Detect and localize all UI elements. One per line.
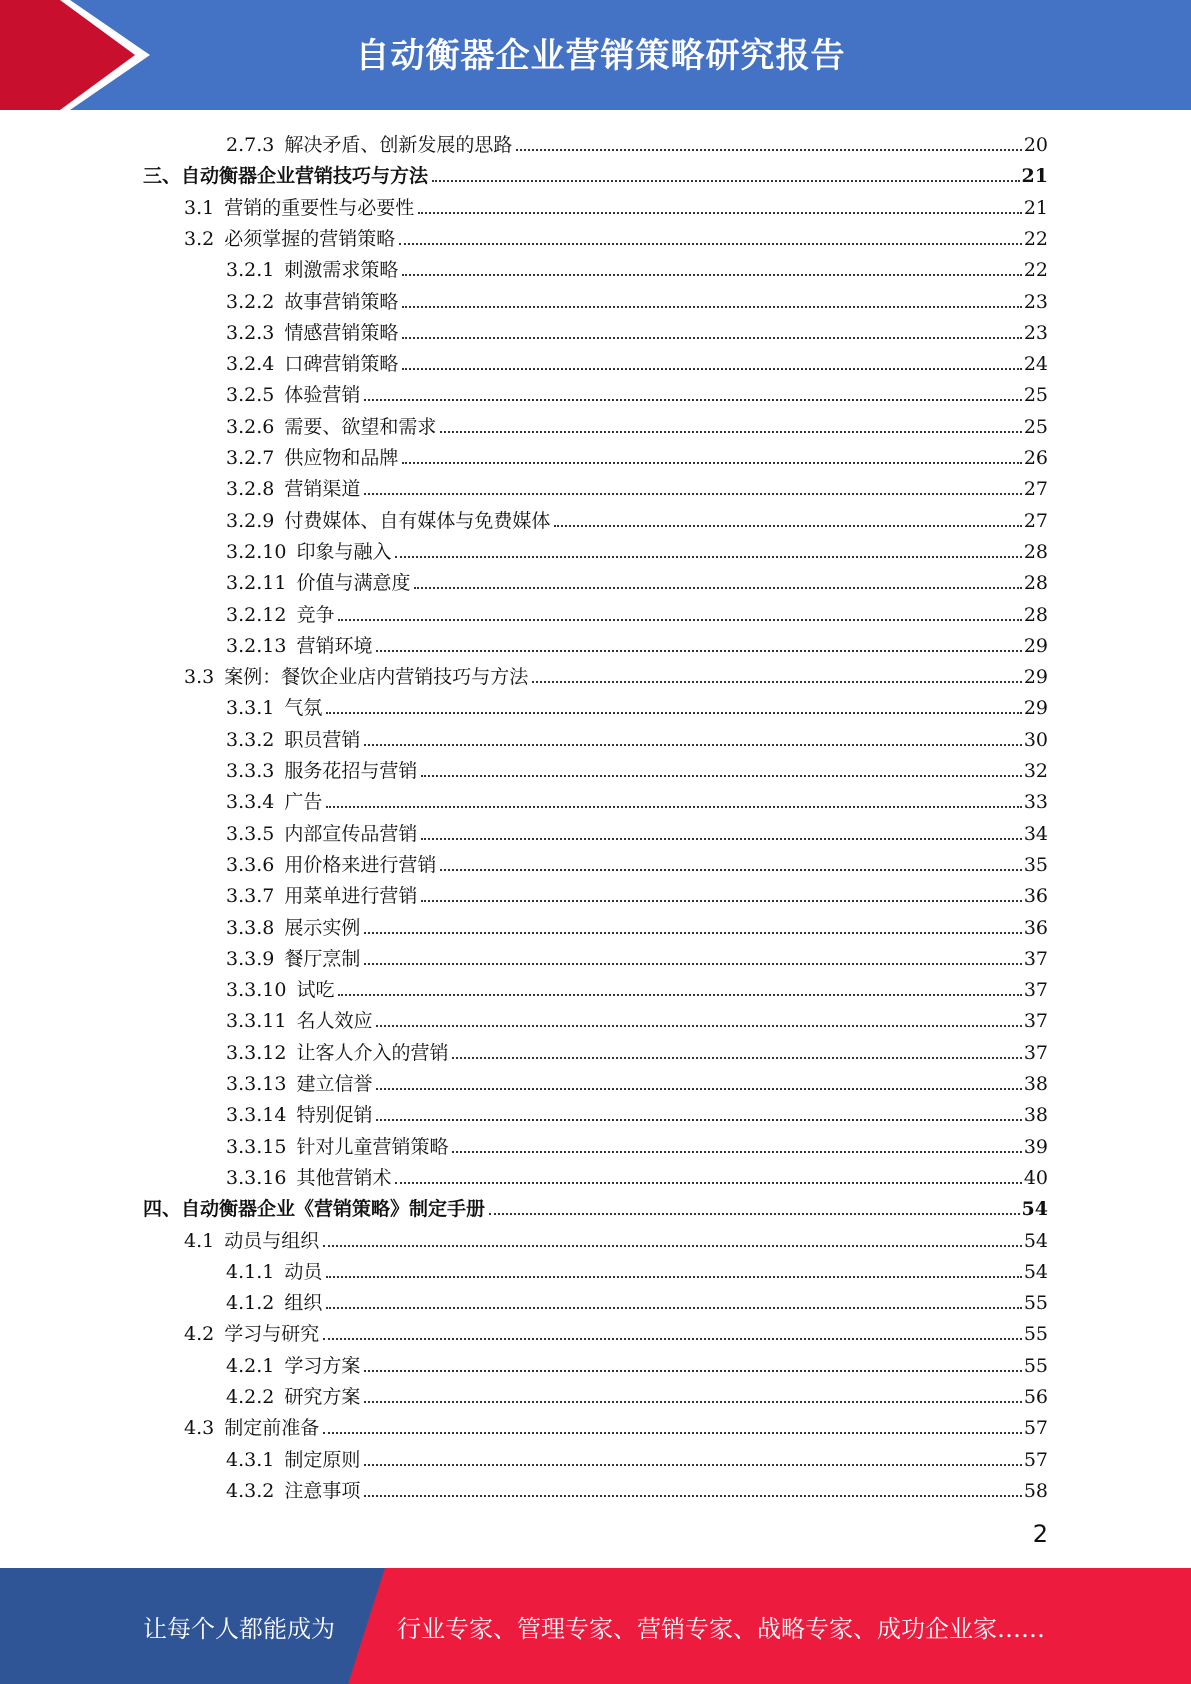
toc-dot-leader: [421, 775, 1021, 777]
toc-dot-leader: [402, 337, 1021, 339]
toc-entry[interactable]: [226, 596, 1048, 627]
toc-entry-title: 必须掌握的营销策略: [224, 227, 396, 250]
toc-entry[interactable]: [184, 658, 1048, 689]
toc-entry-number: 4.1: [184, 1229, 215, 1252]
toc-entry-page: 57: [1023, 1448, 1048, 1471]
toc-entry[interactable]: [226, 502, 1048, 533]
toc-entry-title: 价值与满意度: [296, 572, 411, 595]
toc-entry-number: 4.1.1: [226, 1260, 275, 1283]
toc-entry-page: 22: [1023, 259, 1048, 282]
toc-entry-page: 54: [1021, 1198, 1048, 1221]
toc-entry[interactable]: [226, 1128, 1048, 1159]
toc-dot-leader: [364, 493, 1021, 495]
toc-entry[interactable]: [226, 1472, 1048, 1503]
toc-entry-number: 3.3.5: [226, 822, 275, 845]
toc-entry-title: 需要、欲望和需求: [284, 415, 437, 438]
toc-entry[interactable]: [226, 1159, 1048, 1190]
toc-entry-number: 3.2.6: [226, 415, 275, 438]
toc-entry-number: 3.2.9: [226, 509, 275, 532]
toc-entry-title: 自动衡器企业《营销策略》制定手册: [181, 1198, 486, 1221]
toc-dot-leader: [364, 1495, 1021, 1497]
toc-entry[interactable]: [184, 1222, 1048, 1253]
toc-entry[interactable]: [226, 345, 1048, 376]
toc-entry-title: 学习方案: [284, 1354, 361, 1377]
toc-entry[interactable]: [226, 909, 1048, 940]
toc-entry-page: 23: [1023, 290, 1048, 313]
toc-entry-title: 气氛: [284, 697, 323, 720]
toc-entry-number: 4.2.1: [226, 1354, 275, 1377]
toc-entry-number: 3.3.4: [226, 791, 275, 814]
toc-entry-number: 3.2.3: [226, 321, 275, 344]
toc-dot-leader: [376, 1025, 1021, 1027]
toc-entry-page: 28: [1023, 572, 1048, 595]
toc-entry-page: 37: [1023, 1010, 1048, 1033]
toc-entry-page: 20: [1023, 134, 1048, 156]
toc-entry-title: 用价格来进行营销: [284, 853, 437, 876]
toc-entry[interactable]: [226, 815, 1048, 846]
toc-dot-leader: [402, 274, 1021, 276]
toc-entry-page: 34: [1023, 822, 1048, 845]
toc-entry-number: 3.3.15: [226, 1135, 287, 1158]
toc-entry-page: 37: [1023, 1041, 1048, 1064]
toc-dot-leader: [402, 306, 1021, 308]
toc-entry-title: 动员与组织: [224, 1229, 320, 1252]
toc-entry-title: 营销渠道: [284, 478, 361, 501]
toc-entry-page: 26: [1023, 447, 1048, 469]
toc-entry-title: 名人效应: [296, 1010, 373, 1033]
toc-entry[interactable]: [226, 376, 1048, 407]
toc-dot-leader: [338, 619, 1021, 621]
toc-dot-leader: [421, 838, 1021, 840]
toc-entry-page: 54: [1023, 1229, 1048, 1252]
toc-entry[interactable]: [226, 564, 1048, 595]
toc-entry[interactable]: [226, 283, 1048, 314]
toc-entry-title: 口碑营销策略: [284, 353, 399, 376]
toc-entry-title: 研究方案: [284, 1386, 361, 1408]
toc-entry-page: 56: [1023, 1386, 1048, 1408]
toc-entry-number: 3.3.14: [226, 1104, 287, 1127]
toc-entry-title: 制定前准备: [224, 1417, 320, 1440]
toc-dot-leader: [395, 1182, 1021, 1184]
toc-entry[interactable]: [184, 189, 1048, 220]
toc-entry[interactable]: [226, 689, 1048, 720]
toc-entry-page: 21: [1023, 196, 1048, 219]
toc-entry-title: 其他营销术: [296, 1166, 392, 1189]
toc-entry-title: 营销的重要性与必要性: [224, 196, 415, 219]
toc-entry-title: 用菜单进行营销: [284, 885, 418, 908]
footer-slogan-right: 行业专家、管理专家、营销专家、战略专家、成功企业家……: [397, 1615, 1045, 1643]
toc-entry[interactable]: [143, 1190, 1048, 1221]
toc-entry-page: 30: [1023, 728, 1048, 751]
toc-entry-page: 25: [1023, 384, 1048, 407]
header-band: [0, 0, 1191, 110]
toc-entry-title: 竞争: [296, 603, 335, 626]
toc-entry-title: 让客人介入的营销: [296, 1041, 449, 1064]
toc-entry-title: 刺激需求策略: [284, 259, 399, 282]
toc-entry-number: 3.2.5: [226, 384, 275, 407]
toc-dot-leader: [323, 1245, 1022, 1247]
toc-entry-number: 2.7.3: [226, 134, 275, 156]
toc-entry[interactable]: [226, 1096, 1048, 1127]
toc-entry-title: 注意事项: [284, 1479, 361, 1502]
toc-entry-number: 3.3: [184, 666, 215, 689]
toc-entry-title: 解决矛盾、创新发展的思路: [284, 134, 513, 156]
toc-entry-number: 四、: [143, 1198, 182, 1221]
toc-entry[interactable]: [184, 1315, 1048, 1346]
toc-dot-leader: [364, 399, 1021, 401]
toc-dot-leader: [326, 1307, 1021, 1309]
toc-entry[interactable]: [226, 877, 1048, 908]
toc-entry-title: 内部宣传品营销: [284, 822, 418, 845]
toc-entry-number: 3.2.10: [226, 540, 287, 563]
toc-dot-leader: [532, 681, 1022, 683]
toc-dot-leader: [376, 1088, 1021, 1090]
toc-entry-number: 3.3.2: [226, 728, 275, 751]
toc-dot-leader: [516, 149, 1021, 151]
toc-entry-page: 35: [1023, 853, 1048, 876]
toc-entry-page: 55: [1023, 1323, 1048, 1346]
toc-dot-leader: [452, 1057, 1021, 1059]
toc-entry-title: 服务花招与营销: [284, 760, 418, 782]
toc-entry[interactable]: [226, 439, 1048, 470]
toc-entry-number: 3.3.10: [226, 979, 287, 1002]
toc-dot-leader: [364, 932, 1021, 934]
toc-entry-title: 案例：餐饮企业店内营销技巧与方法: [224, 666, 529, 689]
toc-dot-leader: [364, 744, 1021, 746]
toc-dot-leader: [338, 994, 1021, 996]
toc-entry-title: 供应物和品牌: [284, 447, 399, 469]
toc-entry-number: 4.3.1: [226, 1448, 275, 1471]
toc-entry-title: 针对儿童营销策略: [296, 1135, 449, 1158]
toc-entry[interactable]: [226, 971, 1048, 1002]
toc-entry-number: 3.2.1: [226, 259, 275, 282]
toc-entry[interactable]: [226, 314, 1048, 345]
toc-dot-leader: [326, 1276, 1021, 1278]
toc-entry-title: 动员: [284, 1260, 323, 1283]
toc-dot-leader: [402, 368, 1021, 370]
toc-dot-leader: [323, 1338, 1022, 1340]
toc-entry[interactable]: [226, 1002, 1048, 1033]
toc-dot-leader: [364, 1370, 1021, 1372]
toc-dot-leader: [376, 650, 1021, 652]
toc-entry[interactable]: [226, 408, 1048, 439]
toc-dot-leader: [323, 1432, 1022, 1434]
toc-entry-page: 57: [1023, 1417, 1048, 1440]
toc-dot-leader: [326, 806, 1021, 808]
toc-entry[interactable]: [226, 533, 1048, 564]
toc-entry[interactable]: [226, 752, 1048, 783]
toc-entry[interactable]: [226, 126, 1048, 157]
toc-entry-number: 3.3.3: [226, 760, 275, 782]
toc-entry-page: 38: [1023, 1073, 1048, 1095]
toc-entry-number: 3.2.13: [226, 634, 287, 657]
toc-dot-leader: [364, 963, 1021, 965]
toc-entry-title: 组织: [284, 1292, 323, 1315]
toc-entry-title: 职员营销: [284, 728, 361, 751]
toc-entry-title: 体验营销: [284, 384, 361, 407]
toc-entry-title: 建立信誉: [296, 1073, 373, 1095]
toc-entry-number: 3.3.13: [226, 1073, 287, 1095]
toc-entry-title: 自动衡器企业营销技巧与方法: [181, 165, 429, 188]
toc-entry[interactable]: [226, 1284, 1048, 1315]
toc-entry-number: 3.3.11: [226, 1010, 287, 1033]
toc-entry[interactable]: [226, 1441, 1048, 1472]
toc-entry[interactable]: [184, 220, 1048, 251]
toc-dot-leader: [421, 900, 1021, 902]
toc-entry-number: 3.3.16: [226, 1166, 287, 1189]
toc-entry-title: 印象与融入: [296, 540, 392, 563]
toc-entry-number: 三、: [143, 165, 182, 188]
toc-entry-number: 3.1: [184, 196, 215, 219]
toc-entry-page: 58: [1023, 1479, 1048, 1502]
toc-entry-number: 3.3.12: [226, 1041, 287, 1064]
footer-band: [0, 1568, 1191, 1684]
toc-entry-title: 故事营销策略: [284, 290, 399, 313]
toc-entry[interactable]: [226, 1065, 1048, 1096]
toc-entry-page: 29: [1023, 666, 1048, 689]
toc-dot-leader: [376, 1119, 1021, 1121]
toc-entry-page: 29: [1023, 634, 1048, 657]
toc-entry[interactable]: [226, 940, 1048, 971]
toc-dot-leader: [452, 1151, 1021, 1153]
toc-entry[interactable]: [226, 846, 1048, 877]
toc-entry-number: 3.2.11: [226, 572, 287, 595]
toc-dot-leader: [399, 243, 1022, 245]
toc-entry-title: 制定原则: [284, 1448, 361, 1471]
report-title: 自动衡器企业营销策略研究报告: [355, 36, 846, 76]
toc-entry-number: 3.2.12: [226, 603, 287, 626]
toc-dot-leader: [326, 712, 1021, 714]
toc-entry[interactable]: [143, 157, 1048, 188]
toc-dot-leader: [364, 1401, 1021, 1403]
toc-entry-page: 24: [1023, 353, 1048, 376]
toc-entry-page: 25: [1023, 415, 1048, 438]
page-number: 2: [1032, 1520, 1048, 1548]
toc-entry-number: 3.2.8: [226, 478, 275, 501]
toc-entry-number: 4.1.2: [226, 1292, 275, 1315]
toc-entry-number: 3.3.1: [226, 697, 275, 720]
toc-entry[interactable]: [226, 470, 1048, 501]
toc-entry-page: 54: [1023, 1260, 1048, 1283]
toc-entry-page: 27: [1023, 478, 1048, 501]
toc-entry-title: 学习与研究: [224, 1323, 320, 1346]
toc-entry-page: 36: [1023, 885, 1048, 908]
footer-slogan-left: 让每个人都能成为: [143, 1615, 335, 1643]
toc-entry[interactable]: [226, 627, 1048, 658]
toc-entry[interactable]: [226, 1253, 1048, 1284]
toc-entry-number: 3.3.9: [226, 947, 275, 970]
toc-entry-page: 33: [1023, 791, 1048, 814]
toc-entry-page: 40: [1023, 1166, 1048, 1189]
toc-entry[interactable]: [226, 1034, 1048, 1065]
toc-entry-title: 特别促销: [296, 1104, 373, 1127]
toc-entry-page: 21: [1021, 165, 1048, 188]
toc-entry-page: 28: [1023, 540, 1048, 563]
toc-entry[interactable]: [184, 1409, 1048, 1440]
toc-entry-page: 32: [1023, 760, 1048, 782]
toc-entry-page: 22: [1023, 227, 1048, 250]
toc-entry-number: 4.2: [184, 1323, 215, 1346]
toc-entry-title: 试吃: [296, 979, 335, 1002]
toc-entry[interactable]: [226, 721, 1048, 752]
toc-entry-page: 37: [1023, 979, 1048, 1002]
toc-entry-number: 3.2.2: [226, 290, 275, 313]
toc-entry[interactable]: [226, 251, 1048, 282]
toc-entry-number: 3.3.7: [226, 885, 275, 908]
toc-dot-leader: [432, 180, 1020, 182]
toc-entry-title: 营销环境: [296, 634, 373, 657]
toc-dot-leader: [364, 1464, 1021, 1466]
toc-entry-title: 付费媒体、自有媒体与免费媒体: [284, 509, 551, 532]
toc-entry-number: 3.3.6: [226, 853, 275, 876]
toc-entry-number: 3.3.8: [226, 916, 275, 939]
toc-dot-leader: [395, 556, 1021, 558]
toc-entry-number: 3.2.4: [226, 353, 275, 376]
toc-entry-title: 广告: [284, 791, 323, 814]
toc-dot-leader: [489, 1213, 1020, 1215]
toc-dot-leader: [440, 869, 1021, 871]
toc-entry[interactable]: [226, 1378, 1048, 1409]
toc-dot-leader: [402, 462, 1021, 464]
toc-entry-page: 37: [1023, 947, 1048, 970]
toc-entry[interactable]: [226, 783, 1048, 814]
toc-entry-title: 餐厅烹制: [284, 947, 361, 970]
toc-entry-page: 38: [1023, 1104, 1048, 1127]
toc-entry-number: 3.2: [184, 227, 215, 250]
toc-dot-leader: [418, 212, 1022, 214]
toc-entry-number: 3.2.7: [226, 447, 275, 469]
toc-entry-page: 29: [1023, 697, 1048, 720]
toc-entry-number: 4.3.2: [226, 1479, 275, 1502]
toc-entry-page: 36: [1023, 916, 1048, 939]
toc-entry-number: 4.2.2: [226, 1386, 275, 1408]
toc-entry-page: 55: [1023, 1354, 1048, 1377]
toc-entry-page: 27: [1023, 509, 1048, 532]
toc-entry-page: 55: [1023, 1292, 1048, 1315]
toc-entry-page: 28: [1023, 603, 1048, 626]
toc-entry-page: 23: [1023, 321, 1048, 344]
toc-dot-leader: [554, 525, 1021, 527]
toc-entry[interactable]: [226, 1347, 1048, 1378]
toc-entry-title: 情感营销策略: [284, 321, 399, 344]
toc-entry-page: 39: [1023, 1135, 1048, 1158]
toc-dot-leader: [440, 431, 1021, 433]
toc-entry-title: 展示实例: [284, 916, 361, 939]
toc-dot-leader: [414, 587, 1021, 589]
toc-entry-number: 4.3: [184, 1417, 215, 1440]
